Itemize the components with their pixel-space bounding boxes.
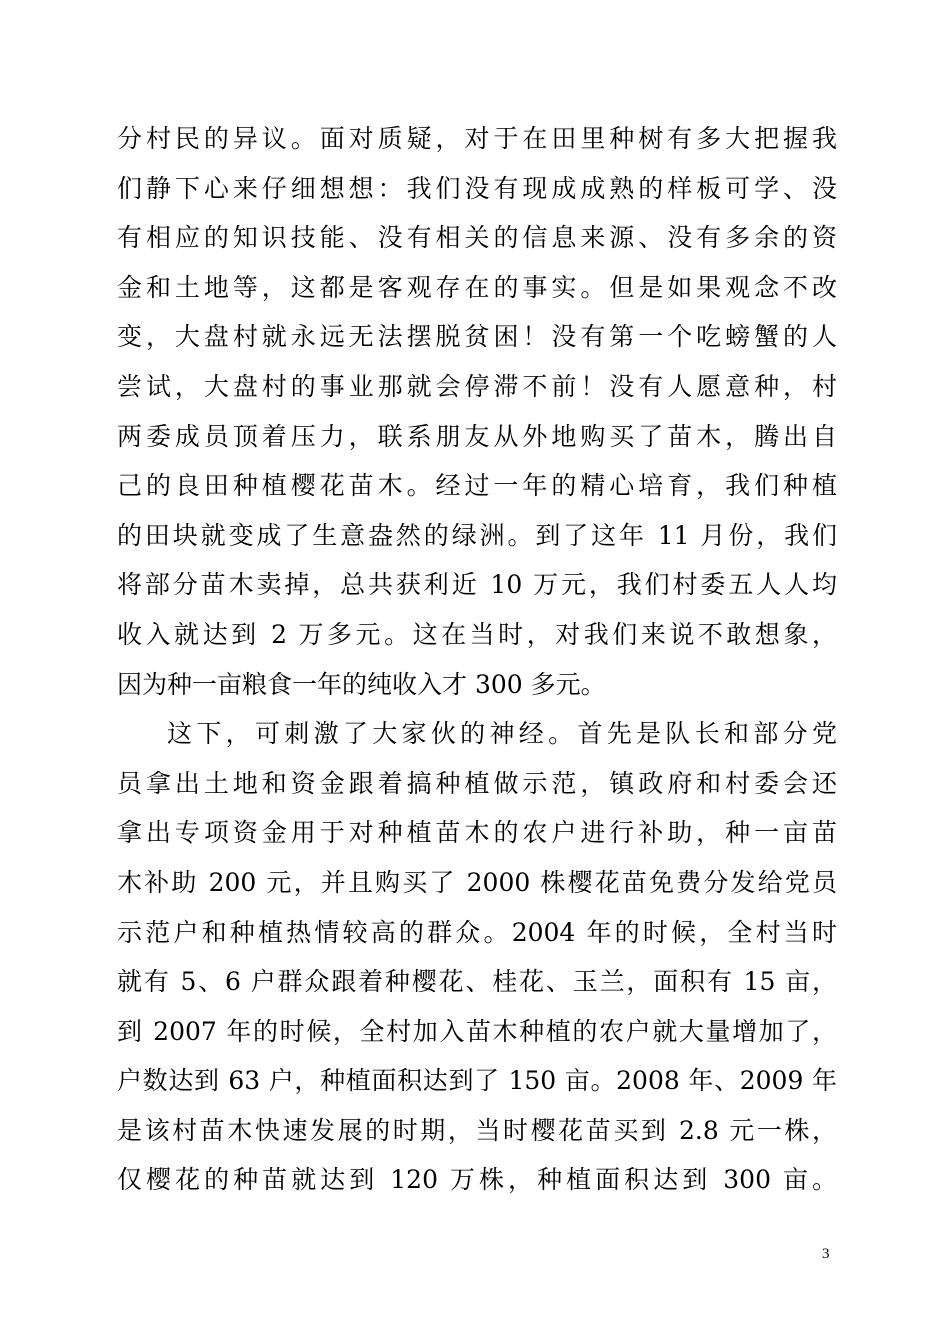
text-line: 将部分苗木卖掉，总共获利近 10 万元，我们村委五人人均 [117,570,837,600]
text-line: 拿出专项资金用于对种植苗木的农户进行补助，种一亩苗 [117,818,837,848]
page-number: 3 [822,1246,830,1262]
text-line: 木补助 200 元，并且购买了 2000 株樱花苗免费分发给党员 [117,867,837,897]
text-line: 有相应的知识技能、没有相关的信息来源、没有多余的资 [117,223,837,253]
text-line: 到 2007 年的时候，全村加入苗木种植的农户就大量增加了， [117,1016,837,1046]
body-text [117,114,837,1205]
text-line: 就有 5、6 户群众跟着种樱花、桂花、玉兰，面积有 15 亩， [117,967,837,997]
paragraph-1 [117,114,837,709]
text-line: 变，大盘村就永远无法摆脱贫困！没有第一个吃螃蟹的人 [117,322,837,352]
text-line: 的田块就变成了生意盎然的绿洲。到了这年 11 月份，我们 [117,520,837,550]
text-line: 这下，可刺激了大家伙的神经。首先是队长和部分党 [167,719,837,749]
text-line: 员拿出土地和资金跟着搞种植做示范，镇政府和村委会还 [117,768,837,798]
text-line: 是该村苗木快速发展的时期，当时樱花苗买到 2.8 元一株， [117,1115,837,1145]
text-line: 收入就达到 2 万多元。这在当时，对我们来说不敢想象， [117,619,837,649]
text-line: 示范户和种植热情较高的群众。2004 年的时候，全村当时 [117,917,837,947]
text-line: 金和土地等，这都是客观存在的事实。但是如果观念不改 [117,272,837,302]
text-line: 户数达到 63 户，种植面积达到了 150 亩。2008 年、2009 年 [117,1066,837,1096]
text-line: 因为种一亩粮食一年的纯收入才 300 多元。 [117,669,606,699]
text-line: 分村民的异议。面对质疑，对于在田里种树有多大把握我 [117,124,837,153]
text-line: 两委成员顶着压力，联系朋友从外地购买了苗木，腾出自 [117,421,837,451]
text-line: 仅樱花的种苗就达到 120 万株，种植面积达到 300 亩。 [117,1165,837,1195]
text-line: 尝试，大盘村的事业那就会停滞不前！没有人愿意种，村 [117,371,837,401]
text-line: 己的良田种植樱花苗木。经过一年的精心培育，我们种植 [117,471,837,501]
paragraph-2 [117,709,837,1205]
text-line: 们静下心来仔细想想：我们没有现成成熟的样板可学、没 [117,173,837,203]
